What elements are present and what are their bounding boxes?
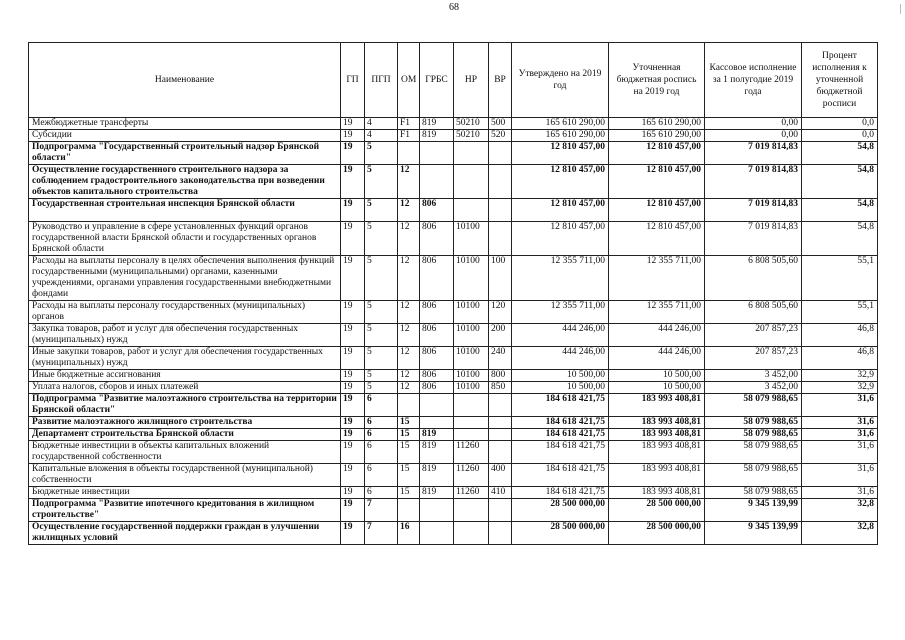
refined-cell: 183 993 408,81 (609, 464, 705, 487)
refined-cell: 165 610 290,00 (609, 130, 705, 142)
percent-cell: 32,9 (802, 370, 878, 382)
refined-cell: 28 500 000,00 (609, 522, 705, 545)
om-cell: 12 (398, 347, 420, 370)
om-cell (398, 142, 420, 165)
vr-cell (489, 441, 512, 464)
cash-cell: 58 079 988,65 (705, 429, 802, 441)
name-cell: Подпрограмма "Государственный строительный надзор Брянской области" (29, 142, 341, 165)
table-row (29, 382, 878, 394)
vr-cell (489, 142, 512, 165)
name-cell: Руководство и управление в сфере установленных функций органов государственной власти Брянской области и государственных органов Брянской области (29, 222, 341, 256)
om-cell: 15 (398, 464, 420, 487)
nr-cell (454, 165, 489, 199)
om-cell: 15 (398, 441, 420, 464)
nr-cell (454, 429, 489, 441)
om-cell: 12 (398, 370, 420, 382)
om-cell: 15 (398, 487, 420, 499)
name-cell: Департамент строительства Брянской области (29, 429, 341, 441)
percent-cell: 31,6 (802, 429, 878, 441)
gp-cell: 19 (341, 487, 365, 499)
nr-cell (454, 199, 489, 222)
table-row (29, 165, 878, 199)
table-row (29, 499, 878, 522)
nr-cell (454, 417, 489, 429)
vr-cell: 200 (489, 324, 512, 347)
name-cell: Иные бюджетные ассигнования (29, 370, 341, 382)
om-cell (398, 499, 420, 522)
name-cell: Субсидии (29, 130, 341, 142)
cash-cell: 0,00 (705, 118, 802, 130)
gp-cell: 19 (341, 370, 365, 382)
approved-cell: 12 810 457,00 (512, 165, 609, 199)
grbs-cell: 806 (420, 347, 454, 370)
grbs-cell: 819 (420, 441, 454, 464)
vr-cell (489, 199, 512, 222)
header-name: Наименование (29, 43, 341, 118)
header-vr: ВР (489, 43, 512, 118)
om-cell: 15 (398, 417, 420, 429)
table-row (29, 441, 878, 464)
table-row (29, 142, 878, 165)
om-cell: 12 (398, 301, 420, 324)
approved-cell: 184 618 421,75 (512, 417, 609, 429)
vr-cell (489, 394, 512, 417)
percent-cell: 54,8 (802, 199, 878, 222)
grbs-cell: 819 (420, 464, 454, 487)
cash-cell: 6 808 505,60 (705, 256, 802, 301)
refined-cell: 12 810 457,00 (609, 222, 705, 256)
grbs-cell: 819 (420, 487, 454, 499)
name-cell: Подпрограмма "Развитие малоэтажного строительства на территории Брянской области" (29, 394, 341, 417)
gp-cell: 19 (341, 429, 365, 441)
scan-edge-mark (900, 4, 901, 14)
vr-cell (489, 165, 512, 199)
pgp-cell: 6 (365, 464, 398, 487)
percent-cell: 31,6 (802, 487, 878, 499)
pgp-cell: 5 (365, 165, 398, 199)
name-cell: Расходы на выплаты персоналу в целях обеспечения выполнения функций государственными (муниципальными) органами, казенными учреждениями, органами управления государственными внебюджетными фондами (29, 256, 341, 301)
nr-cell (454, 142, 489, 165)
refined-cell: 444 246,00 (609, 347, 705, 370)
percent-cell: 55,1 (802, 256, 878, 301)
percent-cell: 46,8 (802, 324, 878, 347)
pgp-cell: 6 (365, 441, 398, 464)
table-row (29, 417, 878, 429)
percent-cell: 31,6 (802, 394, 878, 417)
table-row (29, 222, 878, 256)
page-number: 68 (449, 2, 459, 13)
percent-cell: 32,9 (802, 382, 878, 394)
table-row (29, 118, 878, 130)
refined-cell: 183 993 408,81 (609, 429, 705, 441)
approved-cell: 10 500,00 (512, 382, 609, 394)
refined-cell: 12 810 457,00 (609, 165, 705, 199)
cash-cell: 0,00 (705, 130, 802, 142)
refined-cell: 444 246,00 (609, 324, 705, 347)
percent-cell: 32,8 (802, 522, 878, 545)
approved-cell: 10 500,00 (512, 370, 609, 382)
gp-cell: 19 (341, 130, 365, 142)
om-cell: 12 (398, 382, 420, 394)
pgp-cell: 4 (365, 130, 398, 142)
om-cell (398, 394, 420, 417)
name-cell: Закупка товаров, работ и услуг для обеспечения государственных (муниципальных) нужд (29, 324, 341, 347)
vr-cell (489, 222, 512, 256)
gp-cell: 19 (341, 347, 365, 370)
name-cell: Развитие малоэтажного жилищного строительства (29, 417, 341, 429)
refined-cell: 12 355 711,00 (609, 256, 705, 301)
grbs-cell: 806 (420, 301, 454, 324)
table-header-row (29, 43, 878, 118)
table-row (29, 464, 878, 487)
header-gp: ГП (341, 43, 365, 118)
cash-cell: 9 345 139,99 (705, 499, 802, 522)
cash-cell: 7 019 814,83 (705, 165, 802, 199)
approved-cell: 444 246,00 (512, 324, 609, 347)
approved-cell: 184 618 421,75 (512, 464, 609, 487)
refined-cell: 12 810 457,00 (609, 142, 705, 165)
vr-cell (489, 522, 512, 545)
vr-cell (489, 499, 512, 522)
percent-cell: 54,8 (802, 165, 878, 199)
table-row (29, 324, 878, 347)
gp-cell: 19 (341, 394, 365, 417)
gp-cell: 19 (341, 417, 365, 429)
percent-cell: 54,8 (802, 222, 878, 256)
approved-cell: 184 618 421,75 (512, 441, 609, 464)
gp-cell: 19 (341, 382, 365, 394)
nr-cell: 10100 (454, 301, 489, 324)
header-nr: НР (454, 43, 489, 118)
header-approved: Утверждено на 2019 год (512, 43, 609, 118)
cash-cell: 3 452,00 (705, 370, 802, 382)
nr-cell: 10100 (454, 324, 489, 347)
cash-cell: 58 079 988,65 (705, 464, 802, 487)
vr-cell: 520 (489, 130, 512, 142)
pgp-cell: 5 (365, 256, 398, 301)
nr-cell: 10100 (454, 382, 489, 394)
cash-cell: 7 019 814,83 (705, 222, 802, 256)
percent-cell: 31,6 (802, 464, 878, 487)
gp-cell: 19 (341, 499, 365, 522)
refined-cell: 12 810 457,00 (609, 199, 705, 222)
refined-cell: 12 355 711,00 (609, 301, 705, 324)
percent-cell: 0,0 (802, 118, 878, 130)
cash-cell: 58 079 988,65 (705, 441, 802, 464)
pgp-cell: 5 (365, 199, 398, 222)
grbs-cell (420, 394, 454, 417)
vr-cell: 500 (489, 118, 512, 130)
percent-cell: 46,8 (802, 347, 878, 370)
nr-cell (454, 522, 489, 545)
vr-cell: 400 (489, 464, 512, 487)
nr-cell: 10100 (454, 370, 489, 382)
cash-cell: 7 019 814,83 (705, 199, 802, 222)
nr-cell: 10100 (454, 347, 489, 370)
cash-cell: 58 079 988,65 (705, 417, 802, 429)
om-cell: 12 (398, 199, 420, 222)
grbs-cell (420, 142, 454, 165)
percent-cell: 31,6 (802, 417, 878, 429)
cash-cell: 3 452,00 (705, 382, 802, 394)
grbs-cell: 806 (420, 222, 454, 256)
name-cell: Уплата налогов, сборов и иных платежей (29, 382, 341, 394)
name-cell: Бюджетные инвестиции в объекты капитальных вложений государственной собственности (29, 441, 341, 464)
gp-cell: 19 (341, 324, 365, 347)
cash-cell: 207 857,23 (705, 324, 802, 347)
name-cell: Осуществление государственной поддержки граждан в улучшении жилищных условий (29, 522, 341, 545)
om-cell: 15 (398, 429, 420, 441)
approved-cell: 184 618 421,75 (512, 429, 609, 441)
percent-cell: 31,6 (802, 441, 878, 464)
cash-cell: 9 345 139,99 (705, 522, 802, 545)
pgp-cell: 5 (365, 324, 398, 347)
name-cell: Капитальные вложения в объекты государственной (муниципальной) собственности (29, 464, 341, 487)
table-row (29, 130, 878, 142)
approved-cell: 12 355 711,00 (512, 301, 609, 324)
approved-cell: 28 500 000,00 (512, 499, 609, 522)
table-body (29, 118, 878, 545)
grbs-cell: 806 (420, 199, 454, 222)
cash-cell: 7 019 814,83 (705, 142, 802, 165)
gp-cell: 19 (341, 199, 365, 222)
pgp-cell: 5 (365, 347, 398, 370)
name-cell: Межбюджетные трансферты (29, 118, 341, 130)
name-cell: Бюджетные инвестиции (29, 487, 341, 499)
refined-cell: 183 993 408,81 (609, 487, 705, 499)
nr-cell: 10100 (454, 222, 489, 256)
approved-cell: 28 500 000,00 (512, 522, 609, 545)
grbs-cell: 806 (420, 370, 454, 382)
name-cell: Государственная строительная инспекция Брянской области (29, 199, 341, 222)
pgp-cell: 5 (365, 222, 398, 256)
pgp-cell: 7 (365, 522, 398, 545)
pgp-cell: 5 (365, 301, 398, 324)
nr-cell: 10100 (454, 256, 489, 301)
pgp-cell: 7 (365, 499, 398, 522)
gp-cell: 19 (341, 441, 365, 464)
refined-cell: 10 500,00 (609, 382, 705, 394)
refined-cell: 183 993 408,81 (609, 394, 705, 417)
gp-cell: 19 (341, 165, 365, 199)
gp-cell: 19 (341, 301, 365, 324)
approved-cell: 12 810 457,00 (512, 142, 609, 165)
nr-cell: 11260 (454, 441, 489, 464)
pgp-cell: 6 (365, 394, 398, 417)
header-om: ОМ (398, 43, 420, 118)
nr-cell (454, 499, 489, 522)
name-cell: Подпрограмма "Развитие ипотечного кредитования в жилищном строительстве" (29, 499, 341, 522)
grbs-cell: 819 (420, 130, 454, 142)
om-cell: 12 (398, 256, 420, 301)
pgp-cell: 4 (365, 118, 398, 130)
vr-cell: 120 (489, 301, 512, 324)
vr-cell: 100 (489, 256, 512, 301)
pgp-cell: 6 (365, 417, 398, 429)
approved-cell: 184 618 421,75 (512, 394, 609, 417)
nr-cell: 11260 (454, 487, 489, 499)
vr-cell (489, 429, 512, 441)
grbs-cell (420, 417, 454, 429)
gp-cell: 19 (341, 256, 365, 301)
table-row (29, 370, 878, 382)
approved-cell: 12 810 457,00 (512, 199, 609, 222)
om-cell: 12 (398, 222, 420, 256)
gp-cell: 19 (341, 464, 365, 487)
table-row (29, 487, 878, 499)
grbs-cell: 806 (420, 382, 454, 394)
table-row (29, 256, 878, 301)
grbs-cell (420, 165, 454, 199)
grbs-cell: 806 (420, 256, 454, 301)
name-cell: Расходы на выплаты персоналу государственных (муниципальных) органов (29, 301, 341, 324)
om-cell: 12 (398, 324, 420, 347)
pgp-cell: 5 (365, 370, 398, 382)
om-cell: F1 (398, 130, 420, 142)
grbs-cell: 819 (420, 429, 454, 441)
percent-cell: 0,0 (802, 130, 878, 142)
nr-cell (454, 394, 489, 417)
refined-cell: 183 993 408,81 (609, 441, 705, 464)
header-cash: Кассовое исполнение за 1 полугодие 2019 года (705, 43, 802, 118)
pgp-cell: 5 (365, 382, 398, 394)
gp-cell: 19 (341, 222, 365, 256)
vr-cell (489, 417, 512, 429)
header-percent: Процент исполнения к уточненной бюджетной росписи (802, 43, 878, 118)
approved-cell: 12 810 457,00 (512, 222, 609, 256)
table-row (29, 522, 878, 545)
om-cell: F1 (398, 118, 420, 130)
pgp-cell: 5 (365, 142, 398, 165)
table-row (29, 394, 878, 417)
pgp-cell: 6 (365, 429, 398, 441)
nr-cell: 50210 (454, 130, 489, 142)
refined-cell: 28 500 000,00 (609, 499, 705, 522)
vr-cell: 240 (489, 347, 512, 370)
refined-cell: 10 500,00 (609, 370, 705, 382)
om-cell: 12 (398, 165, 420, 199)
table-row (29, 347, 878, 370)
name-cell: Иные закупки товаров, работ и услуг для обеспечения государственных (муниципальных) нужд (29, 347, 341, 370)
budget-execution-table (28, 42, 878, 545)
header-pgp: ПГП (365, 43, 398, 118)
grbs-cell (420, 522, 454, 545)
percent-cell: 32,8 (802, 499, 878, 522)
header-grbs: ГРБС (420, 43, 454, 118)
refined-cell: 165 610 290,00 (609, 118, 705, 130)
cash-cell: 6 808 505,60 (705, 301, 802, 324)
approved-cell: 444 246,00 (512, 347, 609, 370)
header-refined: Уточненная бюджетная роспись на 2019 год (609, 43, 705, 118)
table-row (29, 429, 878, 441)
name-cell: Осуществление государственного строительного надзора за соблюдением градостроительного законодательства при возведении объектов капитального строительства (29, 165, 341, 199)
approved-cell: 12 355 711,00 (512, 256, 609, 301)
cash-cell: 207 857,23 (705, 347, 802, 370)
gp-cell: 19 (341, 118, 365, 130)
om-cell: 16 (398, 522, 420, 545)
nr-cell: 50210 (454, 118, 489, 130)
cash-cell: 58 079 988,65 (705, 487, 802, 499)
percent-cell: 54,8 (802, 142, 878, 165)
approved-cell: 184 618 421,75 (512, 487, 609, 499)
approved-cell: 165 610 290,00 (512, 118, 609, 130)
refined-cell: 183 993 408,81 (609, 417, 705, 429)
table-row (29, 301, 878, 324)
percent-cell: 55,1 (802, 301, 878, 324)
cash-cell: 58 079 988,65 (705, 394, 802, 417)
vr-cell: 850 (489, 382, 512, 394)
grbs-cell: 806 (420, 324, 454, 347)
table-row (29, 199, 878, 222)
vr-cell: 800 (489, 370, 512, 382)
approved-cell: 165 610 290,00 (512, 130, 609, 142)
gp-cell: 19 (341, 522, 365, 545)
nr-cell: 11260 (454, 464, 489, 487)
grbs-cell (420, 499, 454, 522)
grbs-cell: 819 (420, 118, 454, 130)
pgp-cell: 6 (365, 487, 398, 499)
vr-cell: 410 (489, 487, 512, 499)
gp-cell: 19 (341, 142, 365, 165)
